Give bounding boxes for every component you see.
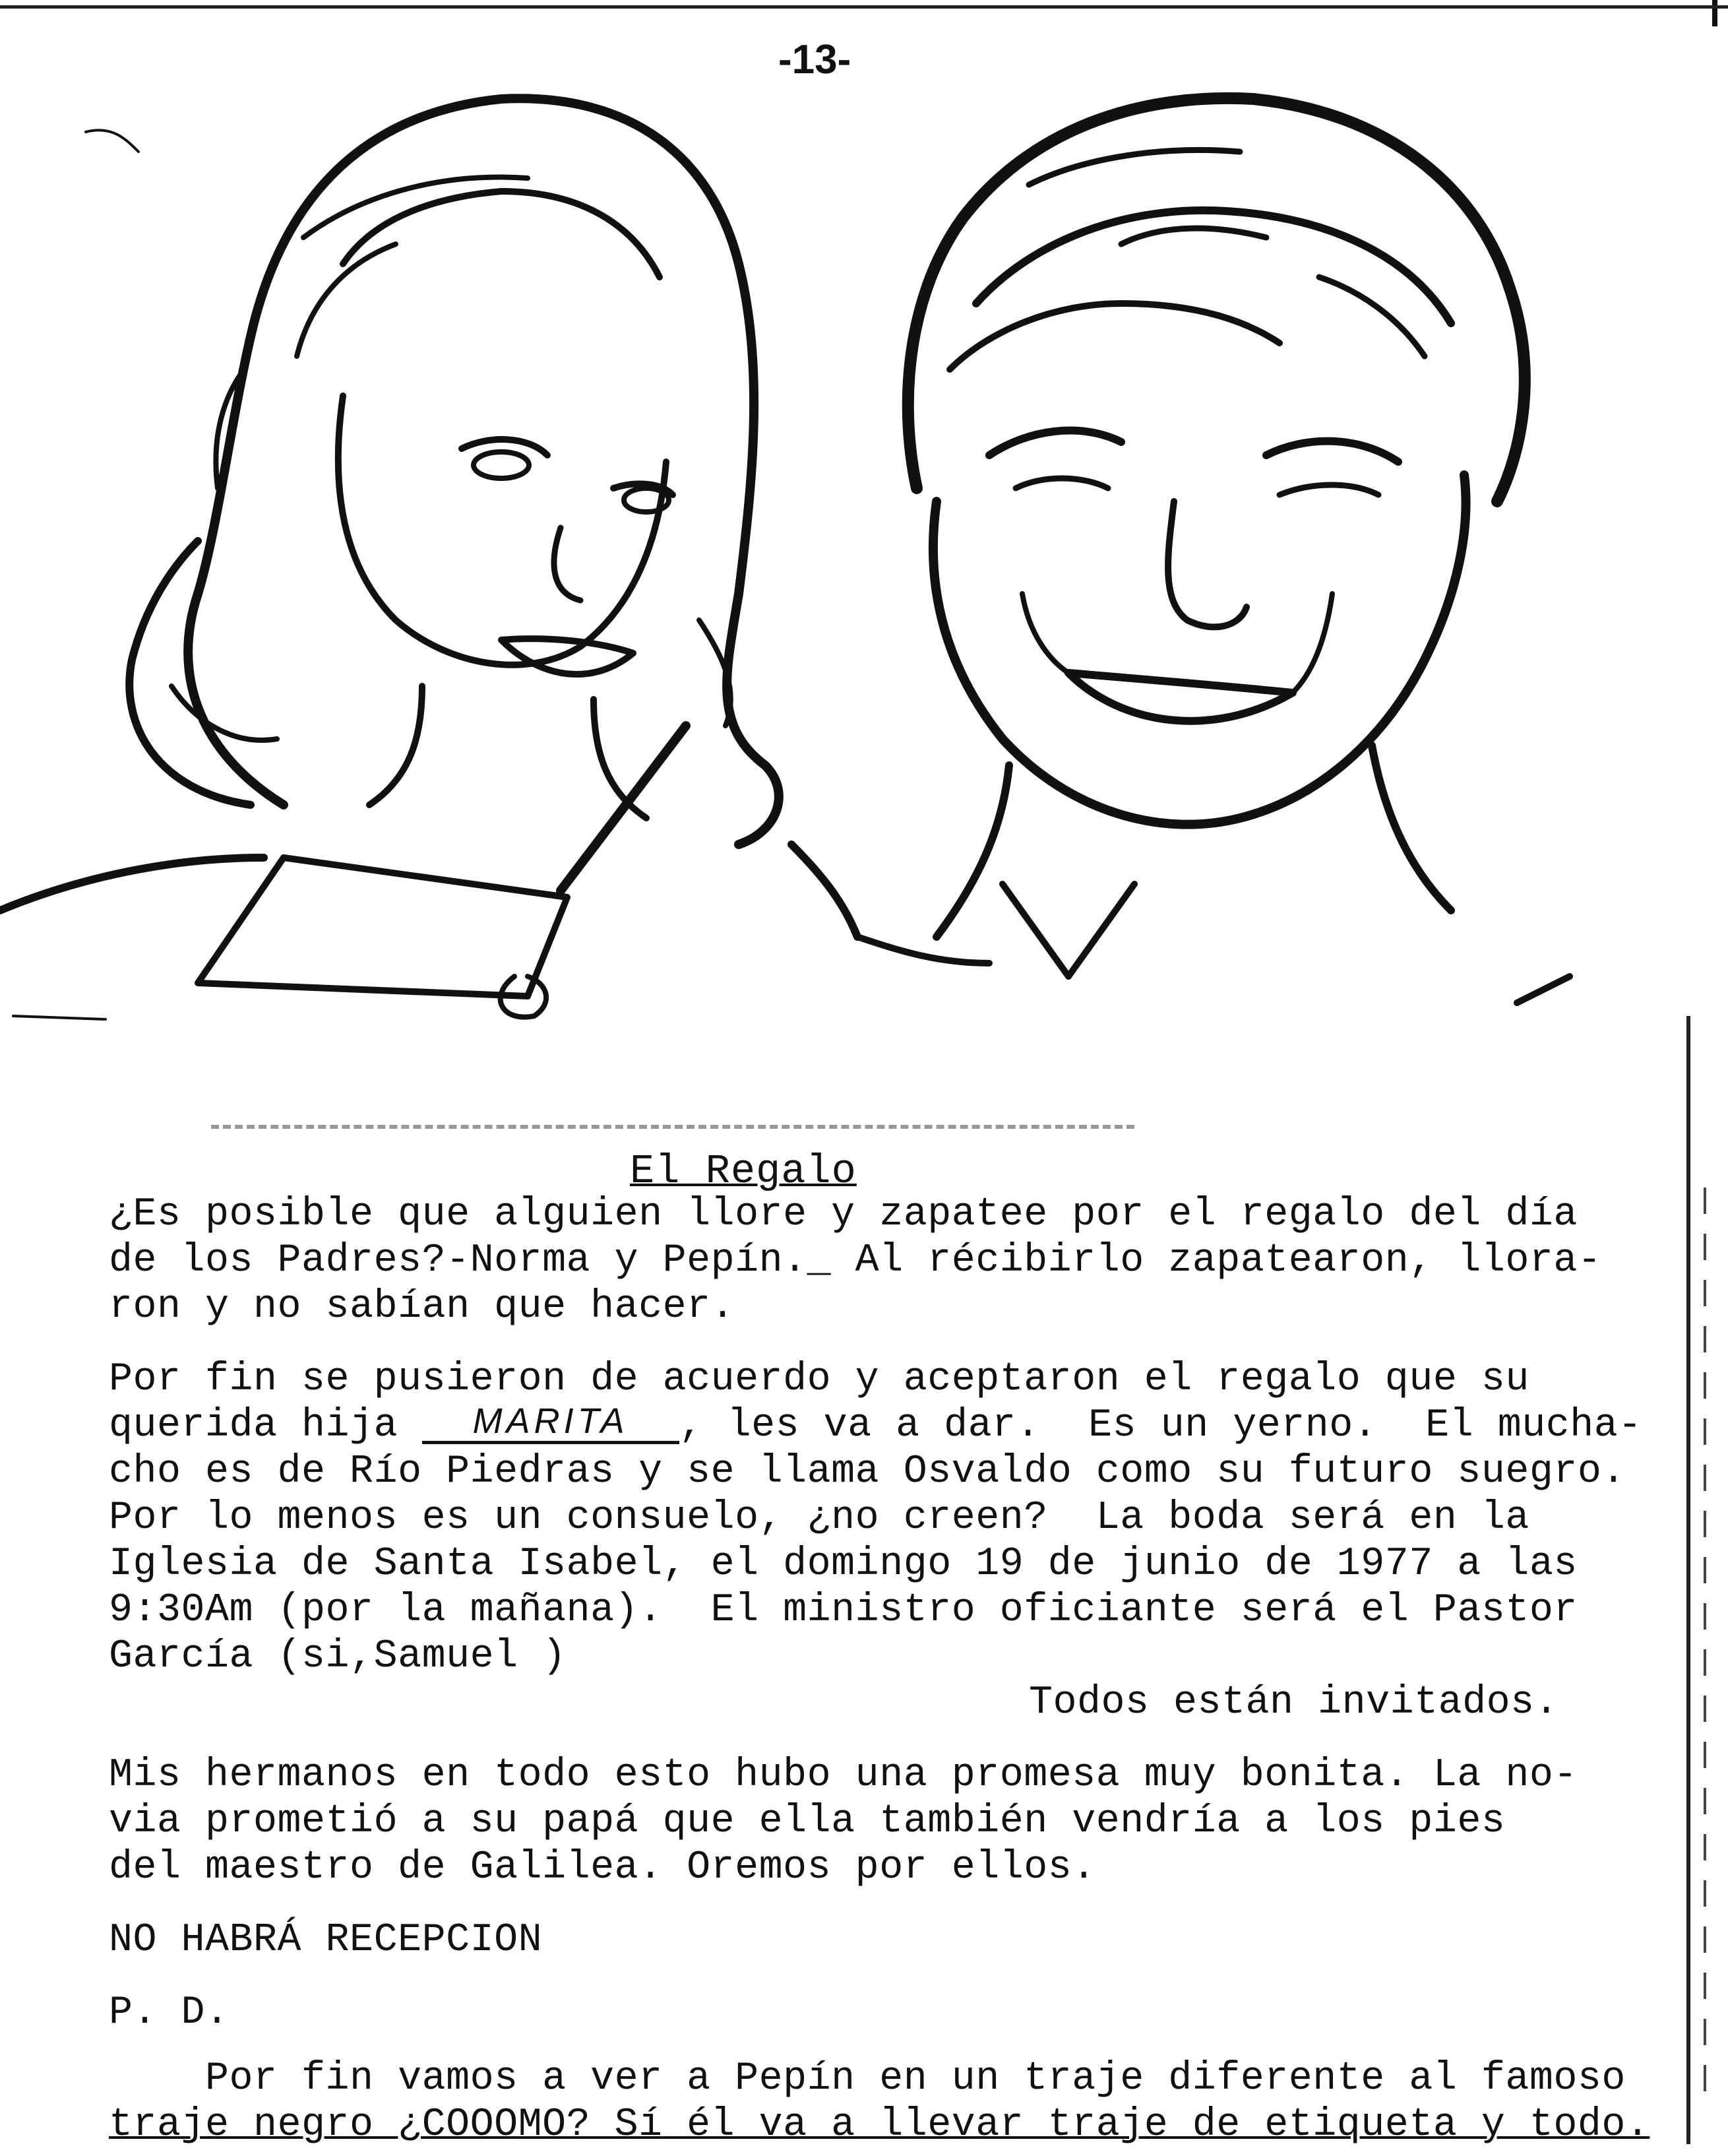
paragraph-2-line-5: Iglesia de Santa Isabel, el domingo 19 de junio de 1977 a las — [109, 1542, 1578, 1587]
paragraph-2-line-2-start: querida hija — [109, 1403, 422, 1448]
man-face — [933, 475, 1466, 825]
woman-hair — [188, 98, 779, 844]
paragraph-3-line-3: del maestro de Galilea. Oremos por ellos. — [109, 1845, 1096, 1890]
paragraph-1-line-1: ¿Es posible que alguien llore y zapatee por el regalo del día — [109, 1192, 1578, 1237]
woman-straw — [561, 726, 686, 891]
couple-portrait-illustration — [0, 26, 1728, 1042]
paragraph-2-line-1: Por fin se pusieron de acuerdo y aceptaron el regalo que su — [109, 1357, 1529, 1402]
paragraph-2-line-2-end: , les va a dar. Es un yerno. El mucha- — [679, 1403, 1642, 1448]
page-number: -13- — [778, 37, 851, 82]
paragraph-2-line-4: Por lo menos es un consuelo, ¿no creen? La boda será en la — [109, 1496, 1529, 1540]
postscript-line-2: traje negro ¿COOOMO? Sí él va a llevar traje de etiqueta y todo. — [109, 2103, 1650, 2147]
paragraph-1-line-3: ron y no sabían que hacer. — [109, 1284, 735, 1329]
paragraph-2-line-7: García (si,Samuel ) — [109, 1634, 567, 1679]
paragraph-2-line-3: cho es de Río Piedras y se llama Osvaldo como su futuro suegro. — [109, 1449, 1626, 1494]
invitation-line: Todos están invitados. — [1029, 1680, 1559, 1725]
handwritten-name: MARITA — [472, 1401, 629, 1441]
paragraph-3-line-1: Mis hermanos en todo esto hubo una promesa muy bonita. La no- — [109, 1753, 1578, 1798]
paragraph-3-line-2: via prometió a su papá que ella también vendría a los pies — [109, 1799, 1506, 1844]
page-edge-marks — [1675, 0, 1728, 2156]
separator-dashes — [211, 1125, 1134, 1129]
handwritten-blank — [422, 1403, 679, 1444]
man-smile — [1068, 673, 1293, 721]
postscript-label: P. D. — [109, 1990, 230, 2035]
postscript-line-1: Por fin vamos a ver a Pepín en un traje diferente al famoso — [109, 2056, 1626, 2101]
no-reception-notice: NO HABRÁ RECEPCION — [109, 1918, 543, 1963]
paragraph-1-line-2: de los Padres?-Norma y Pepín._ Al récibirlo zapatearon, llora- — [109, 1238, 1602, 1283]
article-title: El Regalo — [630, 1148, 857, 1195]
paragraph-2-line-2 — [109, 1403, 1692, 1449]
paragraph-2-line-6: 9:30Am (por la mañana). El ministro oficiante será el Pastor — [109, 1588, 1578, 1633]
top-edge-line — [0, 5, 1728, 9]
